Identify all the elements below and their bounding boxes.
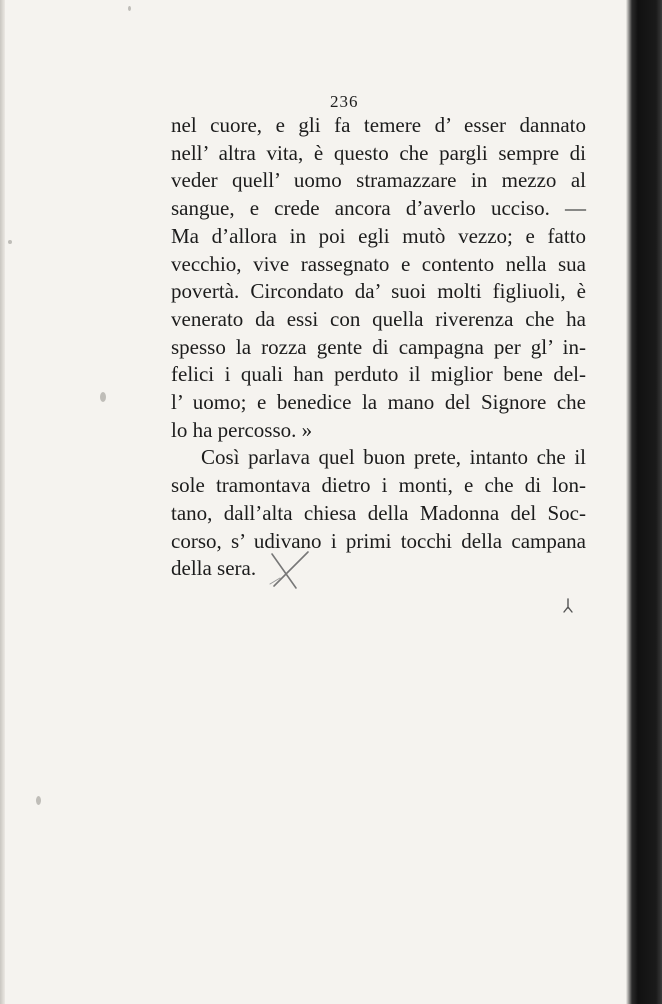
text-line: Così parlava quel buon prete, intanto che il — [201, 445, 586, 470]
text-line: l’ uomo; e benedice la mano del Signore che — [171, 390, 586, 415]
text-line: venerato da essi con quella riverenza che ha — [171, 306, 586, 331]
page-binding-shadow — [626, 0, 662, 1004]
text-line: nell’ altra vita, è questo che pargli sempre di — [171, 140, 586, 165]
text-line: vecchio, vive rassegnato e contento nella sua — [171, 251, 586, 276]
pencil-cross-mark — [258, 548, 318, 592]
paper-speck — [8, 240, 12, 244]
text-line: corso, s’ udivano i primi tocchi della campana — [171, 528, 586, 553]
paper-speck — [100, 392, 106, 402]
text-line: nel cuore, e gli fa temere d’ esser dannato — [171, 113, 586, 137]
paragraph — [171, 112, 586, 444]
text-line: Ma d’allora in poi egli mutò vezzo; e fatto — [171, 223, 586, 248]
paragraph — [171, 444, 586, 583]
text-line: spesso la rozza gente di campagna per gl’ in- — [171, 334, 586, 359]
page-number: 236 — [330, 92, 359, 111]
text-line: veder quell’ uomo stramazzare in mezzo al — [171, 168, 586, 193]
margin-pencil-mark — [562, 598, 574, 616]
paper-speck — [36, 796, 41, 805]
text-line: sangue, e crede ancora d’averlo ucciso. — — [171, 196, 586, 221]
text-line: della sera. — [171, 556, 257, 581]
text-line: lo ha percosso. » — [171, 417, 313, 442]
page-left-edge — [0, 0, 5, 1004]
text-line: sole tramontava dietro i monti, e che di lon- — [171, 473, 586, 498]
text-line: tano, dall’alta chiesa della Madonna del Soc- — [171, 500, 586, 525]
text-line: povertà. Circondato da’ suoi molti figliuoli, è — [171, 279, 586, 304]
text-line: felici i quali han perduto il miglior bene del- — [171, 362, 586, 387]
page-body-text — [171, 112, 586, 583]
paper-speck — [128, 6, 131, 11]
